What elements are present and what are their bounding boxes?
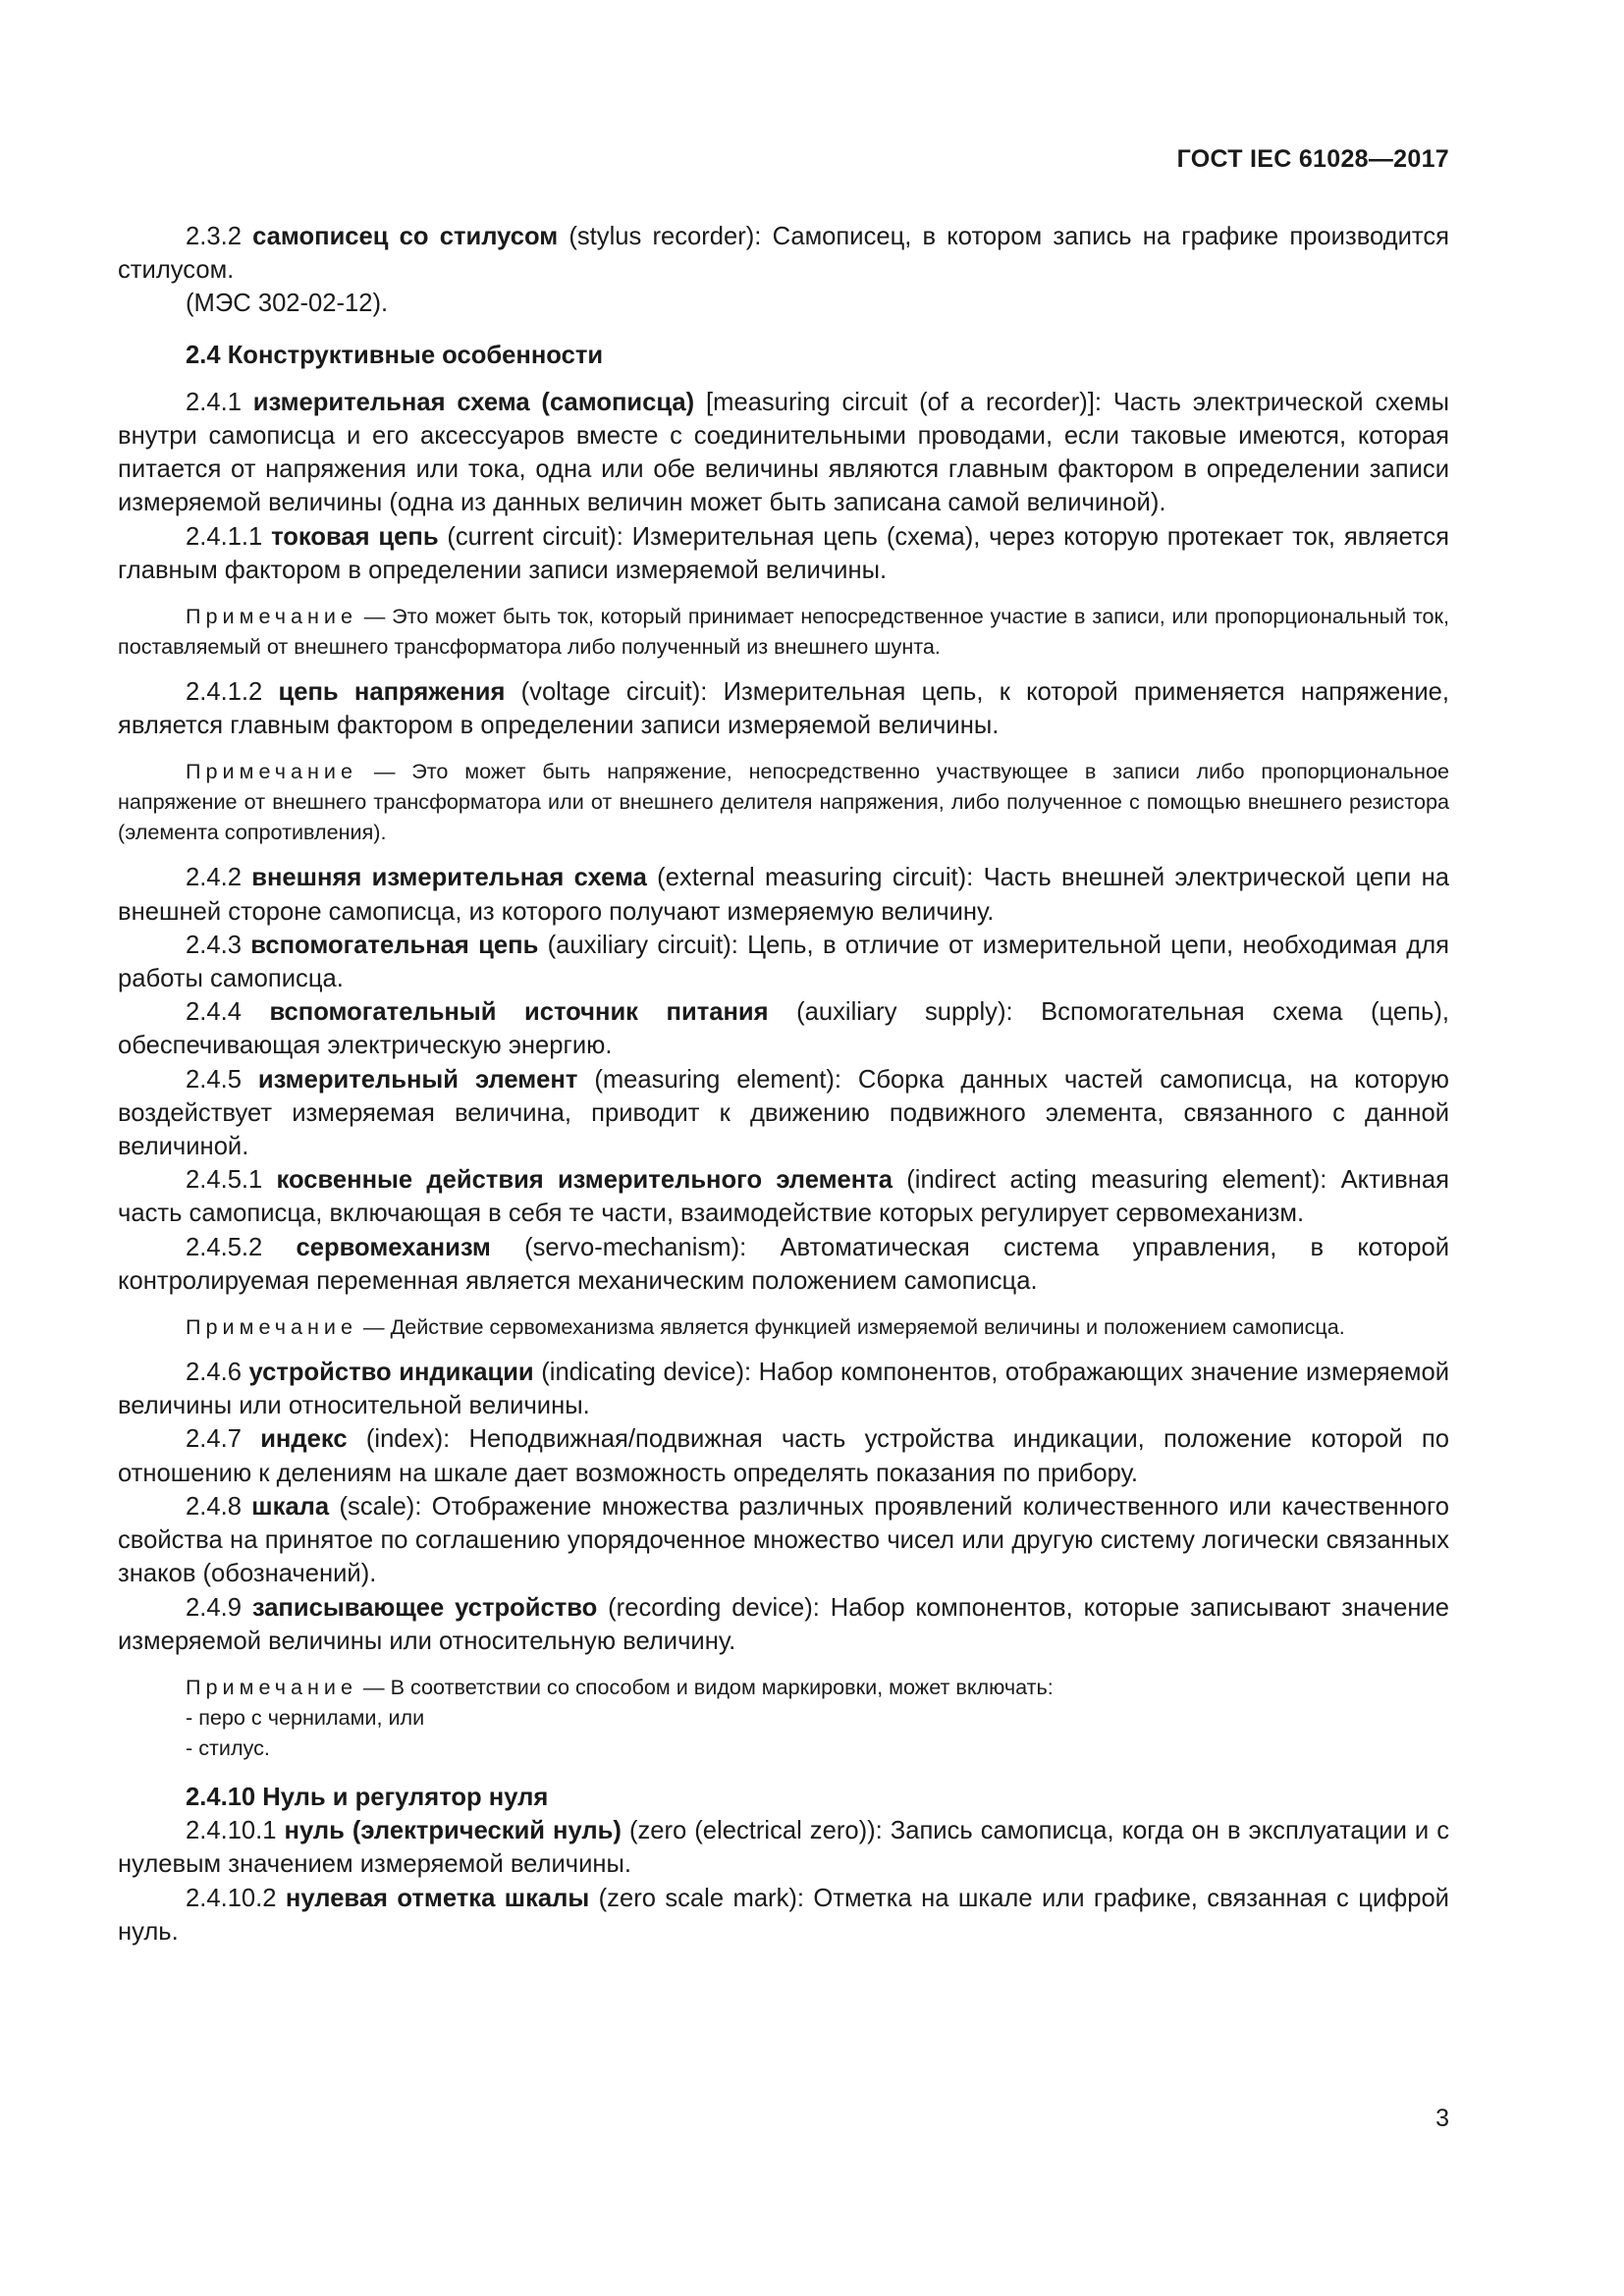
entry-2-4-9: 2.4.9 записывающее устройство (recording device): Набор компонентов, которые записывают значение измеряемой величины или относительную величину.: [118, 1593, 1449, 1655]
section-heading-2-4: 2.4 Конструктивные особенности: [186, 341, 604, 369]
entry-2-4-3: 2.4.3 вспомогательная цепь (auxiliary circuit): Цепь, в отличие от измерительной цепи, необходимая для работы самописца.: [118, 931, 1449, 993]
list-item: - перо с чернилами, или: [186, 1704, 425, 1730]
entry-2-4-5-2: 2.4.5.2 сервомеханизм (servo-mechanism): Автоматическая система управления, в которой контролируемая переменная является механическим положением самописца.: [118, 1233, 1449, 1295]
entry-2-4-4: 2.4.4 вспомогательный источник питания (auxiliary supply): Вспомогательная схема (цепь), обеспечивающая электрическую энергию.: [118, 998, 1449, 1060]
note-servo: Примечание — Действие сервомеханизма является функцией измеряемой величины и положением самописца.: [186, 1314, 1345, 1340]
entry-2-4-1: 2.4.1 измерительная схема (самописца) [measuring circuit (of a recorder)]: Часть электрической схемы внутри самописца и его аксессуаров вместе с соединительными проводами, если таковые имеются, которая питается от напряжения или тока, одна или обе величины являются главным фактором в определении записи измеряемой величины (одна из данных величин может быть записана самой величиной).: [118, 388, 1449, 517]
entry-2-4-1-2: 2.4.1.2 цепь напряжения (voltage circuit): Измерительная цепь, к которой применяется напряжение, является главным фактором в определении записи измеряемой величины.: [118, 678, 1449, 740]
entry-2-4-6: 2.4.6 устройство индикации (indicating device): Набор компонентов, отображающих значение измеряемой величины или относительной величины.: [118, 1359, 1449, 1420]
entry-2-4-8: 2.4.8 шкала (scale): Отображение множества различных проявлений количественного или качественного свойства на принятое по соглашению упорядоченное множество чисел или другую систему логически связанных знаков (обозначений).: [118, 1492, 1449, 1588]
entry-2-4-10-2: 2.4.10.2 нулевая отметка шкалы (zero scale mark): Отметка на шкале или графике, связанная с цифрой нуль.: [118, 1884, 1449, 1946]
note-current: Примечание — Это может быть ток, который принимает непосредственное участие в записи, или пропорциональный ток, поставляемый от внешнего трансформатора либо полученный из внешнего шунта.: [118, 604, 1449, 660]
list-item: - стилус.: [186, 1735, 270, 1760]
entry-2-4-7: 2.4.7 индекс (index): Неподвижная/подвижная часть устройства индикации, положение которой по отношению к делениям на шкале дает возможность определять показания по прибору.: [118, 1425, 1449, 1487]
reference-line: (МЭС 302-02-12).: [186, 290, 389, 318]
document-body: [118, 220, 1449, 1949]
note-voltage: Примечание — Это может быть напряжение, непосредственно участвующее в записи либо пропорциональное напряжение от внешнего трансформатора или от внешнего делителя напряжения, либо полученное с помощью внешнего резистора (элемента сопротивления).: [118, 759, 1449, 845]
entry-2-4-5-1: 2.4.5.1 косвенные действия измерительного элемента (indirect acting measuring element): Активная часть самописца, включающая в себя те части, взаимодействие которых регулирует сервомеханизм.: [118, 1166, 1449, 1228]
entry-2-4-2: 2.4.2 внешняя измерительная схема (external measuring circuit): Часть внешней электрической цепи на внешней стороне самописца, из которого получают измеряемую величину.: [118, 864, 1449, 926]
entry-2-4-1-1: 2.4.1.1 токовая цепь (current circuit): Измерительная цепь (схема), через которую протекает ток, является главным фактором в определении записи измеряемой величины.: [118, 522, 1449, 584]
entry-2-4-10-1: 2.4.10.1 нуль (электрический нуль) (zero (electrical zero)): Запись самописца, когда он в эксплуатации и с нулевым значением измеряемой величины.: [118, 1817, 1449, 1879]
section-heading-2-4-10: 2.4.10 Нуль и регулятор нуля: [186, 1783, 549, 1811]
page-header-title: ГОСТ IEC 61028—2017: [1176, 145, 1449, 173]
entry-2-3-2: 2.3.2 самописец со стилусом (stylus recorder): Самописец, в котором запись на графике производится стилусом.: [118, 223, 1449, 285]
entry-2-4-5: 2.4.5 измерительный элемент (measuring element): Сборка данных частей самописца, на которую воздействует измеряемая величина, приводит к движению подвижного элемента, связанного с данной величиной.: [118, 1065, 1449, 1161]
note-recording: Примечание — В соответствии со способом и видом маркировки, может включать:: [186, 1674, 1054, 1699]
page-number: 3: [1435, 2105, 1449, 2132]
